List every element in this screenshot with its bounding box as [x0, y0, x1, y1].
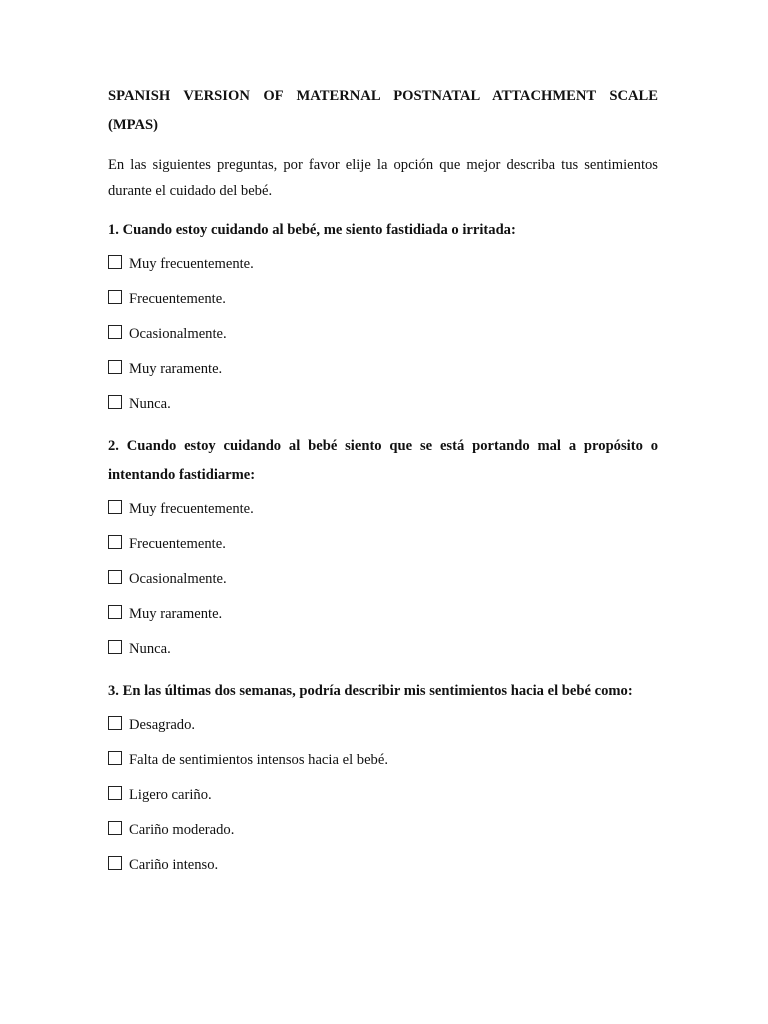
option-label: Frecuentemente. — [129, 536, 226, 552]
option-q1-1[interactable] — [108, 247, 658, 282]
checkbox-icon[interactable] — [108, 395, 122, 409]
option-q3-3[interactable] — [108, 778, 658, 813]
option-label: Muy raramente. — [129, 361, 223, 377]
option-label: Ocasionalmente. — [129, 326, 227, 342]
checkbox-icon[interactable] — [108, 570, 122, 584]
checkbox-icon[interactable] — [108, 500, 122, 514]
checkbox-icon[interactable] — [108, 535, 122, 549]
checkbox-icon[interactable] — [108, 751, 122, 765]
option-label: Falta de sentimientos intensos hacia el bebé. — [129, 752, 388, 768]
option-q2-4[interactable] — [108, 597, 658, 632]
question-1: 1. Cuando estoy cuidando al bebé, me siento fastidiada o irritada: — [108, 222, 516, 238]
option-label: Cariño moderado. — [129, 822, 235, 838]
question-3-options — [108, 708, 658, 883]
option-q2-1[interactable] — [108, 492, 658, 527]
option-label: Muy frecuentemente. — [129, 501, 254, 517]
option-label: Nunca. — [129, 641, 171, 657]
option-q3-2[interactable] — [108, 743, 658, 778]
checkbox-icon[interactable] — [108, 786, 122, 800]
question-2: 2. Cuando estoy cuidando al bebé siento que se está portando mal a propósito o intentando fastidiarme: — [108, 438, 658, 483]
option-q3-4[interactable] — [108, 813, 658, 848]
option-q2-3[interactable] — [108, 562, 658, 597]
checkbox-icon[interactable] — [108, 605, 122, 619]
checkbox-icon[interactable] — [108, 856, 122, 870]
option-q3-1[interactable] — [108, 708, 658, 743]
checkbox-icon[interactable] — [108, 640, 122, 654]
checkbox-icon[interactable] — [108, 360, 122, 374]
checkbox-icon[interactable] — [108, 290, 122, 304]
option-q1-2[interactable] — [108, 282, 658, 317]
option-q2-2[interactable] — [108, 527, 658, 562]
option-q2-5[interactable] — [108, 632, 658, 667]
option-label: Frecuentemente. — [129, 291, 226, 307]
option-q1-3[interactable] — [108, 317, 658, 352]
option-label: Ligero cariño. — [129, 787, 212, 803]
option-label: Nunca. — [129, 396, 171, 412]
checkbox-icon[interactable] — [108, 821, 122, 835]
checkbox-icon[interactable] — [108, 716, 122, 730]
option-label: Muy raramente. — [129, 606, 223, 622]
document-title: SPANISH VERSION OF MATERNAL POSTNATAL ATTACHMENT SCALE (MPAS) — [108, 88, 658, 133]
question-1-options — [108, 247, 658, 422]
option-label: Desagrado. — [129, 717, 196, 733]
question-2-options — [108, 492, 658, 667]
option-q1-4[interactable] — [108, 352, 658, 387]
checkbox-icon[interactable] — [108, 325, 122, 339]
document-intro: En las siguientes preguntas, por favor elije la opción que mejor describa tus sentimientos durante el cuidado del bebé. — [108, 157, 658, 199]
checkbox-icon[interactable] — [108, 255, 122, 269]
option-label: Muy frecuentemente. — [129, 256, 254, 272]
option-q3-5[interactable] — [108, 848, 658, 883]
option-label: Cariño intenso. — [129, 857, 219, 873]
document-page — [108, 82, 658, 883]
option-q1-5[interactable] — [108, 387, 658, 422]
option-label: Ocasionalmente. — [129, 571, 227, 587]
question-3: 3. En las últimas dos semanas, podría describir mis sentimientos hacia el bebé como: — [108, 683, 633, 699]
